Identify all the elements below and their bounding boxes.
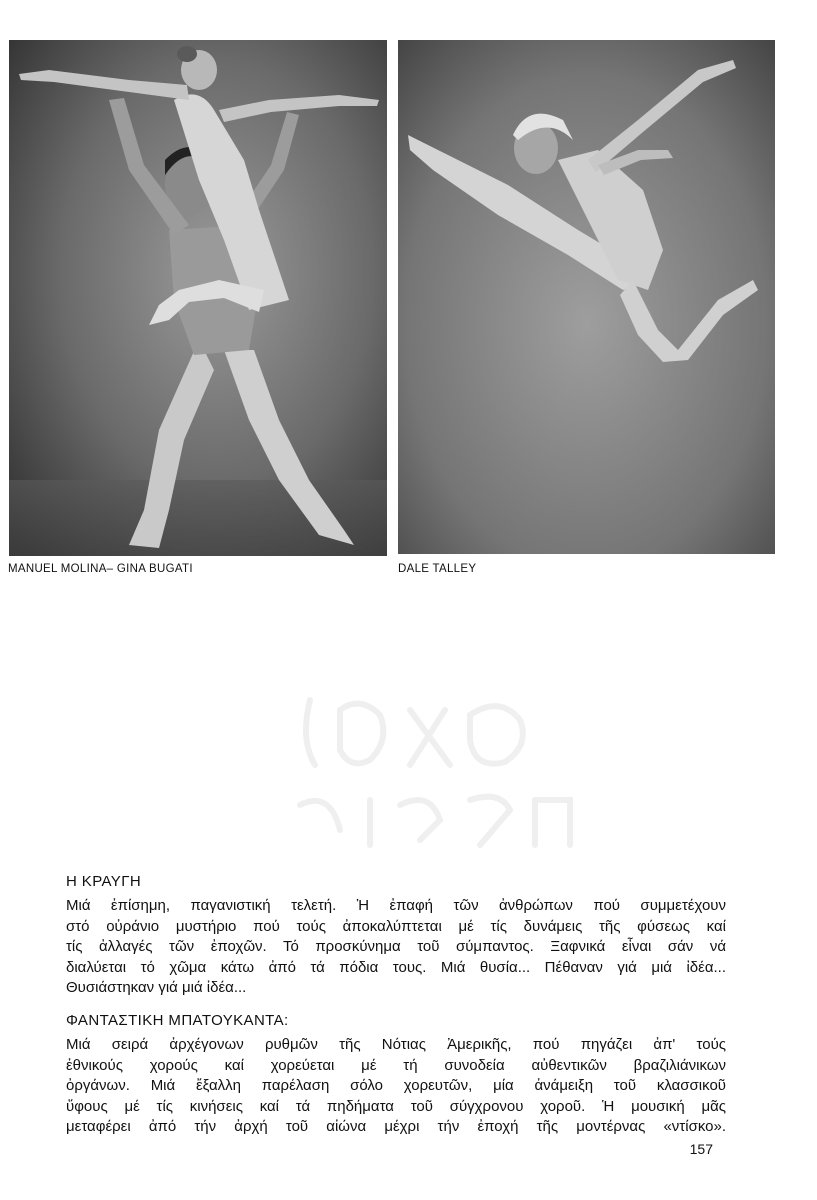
paragraph-line: ὀργάνων. Μιά ἔξαλλη παρέλαση σόλο χορευτῶν, μία ἀνάμειξη τοῦ κλασσικοῦ [66, 1077, 726, 1094]
paragraph-line: μεταφέρει ἀπό τήν ἀρχή τοῦ αἰώνα μέχρι τήν ἐποχή τῆς μοντέρνας «ντίσκο». [66, 1118, 726, 1135]
section-paragraph-batoukanta [66, 1035, 726, 1138]
paragraph-line: Θυσιάστηκαν γιά μιά ἰδέα... [66, 979, 247, 996]
paragraph-line: Μιά ἐπίσημη, παγανιστική τελετή. Ἡ ἐπαφή τῶν ἀνθρώπων πού συμμετέχουν [66, 897, 726, 914]
section-heading-kraugi: Η ΚΡΑΥΓΗ [66, 873, 142, 890]
paragraph-line: στό οὐράνιο μυστήριο πού τούς ἀποκαλύπτεται μέ τίς δυνάμεις τῆς φύσεως καί [66, 917, 726, 935]
paragraph-line: διαλύεται τό χῶμα κάτω ἀπό τά πόδια τους. Μιά θυσία... Πέθαναν γιά μιά ἰδέα... [66, 958, 726, 976]
page-number: 157 [689, 1141, 713, 1157]
show-through-watermark [270, 640, 600, 890]
section-paragraph-kraugi [66, 896, 726, 999]
paragraph-line: ἐθνικούς χορούς καί χορεύεται μέ τή συνοδεία αὐθεντικῶν βραζιλιάνικων [66, 1056, 726, 1074]
photo-caption-left: MANUEL MOLINA– GINA BUGATI [8, 563, 193, 575]
photo-leaping-dancer-image [398, 40, 775, 554]
photo-caption-right: DALE TALLEY [398, 563, 477, 575]
section-heading-batoukanta: ΦΑΝΤΑΣΤΙΚΗ ΜΠΑΤΟΥΚΑΝΤΑ: [66, 1012, 289, 1029]
paragraph-line: τίς ἀλλαγές τῶν ἐποχῶν. Τό προσκύνημα τοῦ σύμπαντος. Ξαφνικά εἶναι σάν νά [66, 938, 726, 955]
photo-two-dancers-image [9, 40, 387, 556]
paragraph-line: ὕφους μέ τίς κινήσεις καί τά πηδήματα τοῦ σύγχρονου χοροῦ. Ἡ μουσική μᾶς [66, 1097, 726, 1115]
photo-two-dancers [9, 40, 387, 556]
paragraph-line: Μιά σειρά ἀρχέγονων ρυθμῶν τῆς Νότιας Ἀμερικῆς, πού πηγάζει ἀπ' τούς [66, 1036, 726, 1053]
photo-leaping-dancer [398, 40, 775, 554]
